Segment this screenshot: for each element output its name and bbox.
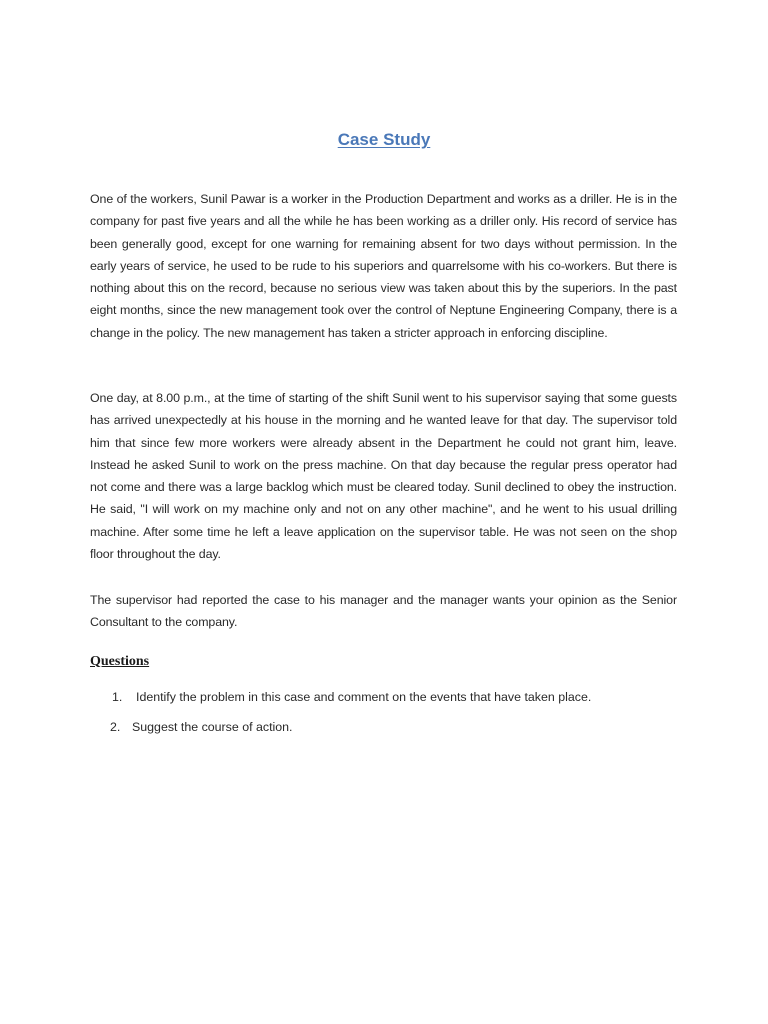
question-2-number: 2. (110, 720, 121, 734)
question-1-text: Identify the problem in this case and comment on the events that have taken place. (136, 690, 592, 704)
questions-heading: Questions (90, 654, 150, 669)
question-2-text: Suggest the course of action. (132, 720, 293, 734)
question-1-number: 1. (112, 690, 123, 704)
paragraph-2: One day, at 8.00 p.m., at the time of starting of the shift Sunil went to his supervisor saying that some guests has arrived unexpectedly at his house in the morning and he wanted leave for that day. The supervisor told him that since few more workers were already absent in the Department he could not grant him, leave. Instead he asked Sunil to work on the press machine. On that day because the regular press operator had not come and there was a large backlog which must be cleared today. Sunil declined to obey the instruction. He said, "I will work on my machine only and not on any other machine", and he went to his usual drilling machine. After some time he left a leave application on the supervisor table. He was not seen on the shop floor throughout the day. (90, 391, 677, 562)
paragraph-1: One of the workers, Sunil Pawar is a worker in the Production Department and works as a driller. He is in the company for past five years and all the while he has been working as a driller only. His record of service has been generally good, except for one warning for remaining absent for two days without permission. In the early years of service, he used to be rude to his superiors and quarrelsome with his co-workers. But there is nothing about this on the record, because no serious view was taken about this by the superiors. In the past eight months, since the new management took over the control of Neptune Engineering Company, there is a change in the policy. The new management has taken a stricter approach in enforcing discipline. (90, 192, 677, 340)
paragraph-3: The supervisor had reported the case to his manager and the manager wants your opinion as the Senior Consultant to the company. (90, 593, 677, 630)
page-title: Case Study (337, 130, 431, 149)
